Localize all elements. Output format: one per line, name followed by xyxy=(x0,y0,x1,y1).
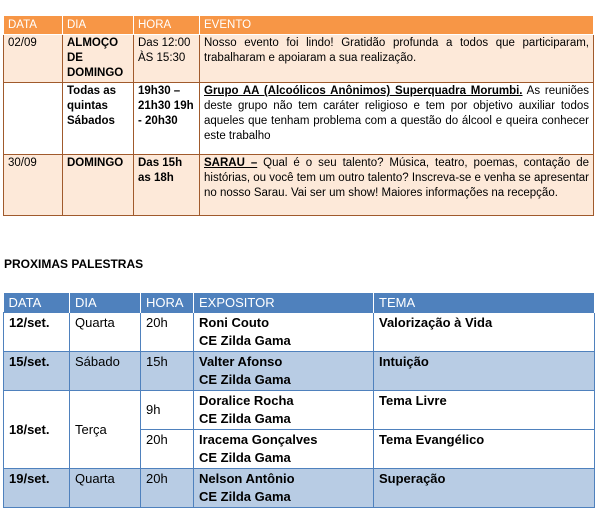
talks-header-tema: TEMA xyxy=(374,293,595,313)
speaker-name: Iracema Gonçalves xyxy=(199,432,318,447)
talk-speaker xyxy=(194,391,374,430)
event-day: DOMINGO xyxy=(63,155,134,216)
event-description xyxy=(200,35,594,83)
talk-row xyxy=(4,352,595,391)
talks-header-data: DATA xyxy=(4,293,70,313)
talk-time: 20h xyxy=(141,469,194,508)
talk-theme: Valorização à Vida xyxy=(374,313,595,352)
events-header-row xyxy=(4,16,594,35)
talk-theme: Superação xyxy=(374,469,595,508)
event-date: 02/09 xyxy=(4,35,63,83)
talks-table xyxy=(3,293,595,508)
talk-time: 20h xyxy=(141,313,194,352)
talk-speaker xyxy=(194,469,374,508)
events-header-hora: HORA xyxy=(134,16,200,35)
upcoming-talks-heading: PROXIMAS PALESTRAS xyxy=(4,257,144,271)
talks-header-dia: DIA xyxy=(70,293,141,313)
talk-speaker xyxy=(194,430,374,469)
talk-row xyxy=(4,469,595,508)
speaker-name: Nelson Antônio xyxy=(199,471,295,486)
talks-header-hora: HORA xyxy=(141,293,194,313)
talk-theme: Tema Evangélico xyxy=(374,430,595,469)
events-header-evento: EVENTO xyxy=(200,16,594,35)
event-time: 19h30 – 21h30 19h - 20h30 xyxy=(134,83,200,155)
event-row xyxy=(4,35,594,83)
speaker-center: CE Zilda Gama xyxy=(199,489,291,504)
talk-date: 19/set. xyxy=(4,469,70,508)
event-text: Nosso evento foi lindo! Gratidão profunda a todos que participaram, trabalharam e apoiaram a sua realização. xyxy=(204,37,589,64)
event-time: Das 12:00 ÀS 15:30 xyxy=(134,35,200,83)
speaker-name: Valter Afonso xyxy=(199,354,283,369)
talk-date: 12/set. xyxy=(4,313,70,352)
talk-speaker xyxy=(194,313,374,352)
speaker-name: Doralice Rocha xyxy=(199,393,294,408)
event-time: Das 15h as 18h xyxy=(134,155,200,216)
event-row xyxy=(4,83,594,155)
talk-theme: Intuição xyxy=(374,352,595,391)
speaker-center: CE Zilda Gama xyxy=(199,372,291,387)
event-description xyxy=(200,155,594,216)
talk-theme: Tema Livre xyxy=(374,391,595,430)
event-day: ALMOÇO DE DOMINGO xyxy=(63,35,134,83)
event-date: 30/09 xyxy=(4,155,63,216)
event-title: Grupo AA (Alcoólicos Anônimos) Superquadra Morumbi. xyxy=(204,85,523,97)
event-text: As reuniões deste grupo não tem caráter religioso e tem por objetivo auxiliar todos aqueles que tenham problema com a questão do álcool e queira conhecer este trabalho xyxy=(204,85,589,142)
speaker-center: CE Zilda Gama xyxy=(199,333,291,348)
speaker-name: Roni Couto xyxy=(199,315,270,330)
event-text: Qual é o seu talento? Música, teatro, poemas, contação de histórias, ou você tem um outro talento? Inscreva-se e venha se apresentar no nosso Sarau. Vai ser um show! Maiores informações na recepção. xyxy=(204,157,590,199)
events-table xyxy=(3,15,594,216)
events-header-dia: DIA xyxy=(63,16,134,35)
talk-time: 20h xyxy=(141,430,194,469)
talk-row xyxy=(4,313,595,352)
event-date xyxy=(4,83,63,155)
talk-day: Terça xyxy=(70,391,141,469)
event-description xyxy=(200,83,594,155)
talk-day: Quarta xyxy=(70,313,141,352)
events-header-data: DATA xyxy=(4,16,63,35)
talk-day: Sábado xyxy=(70,352,141,391)
talk-date: 15/set. xyxy=(4,352,70,391)
talk-time: 9h xyxy=(141,391,194,430)
talk-day: Quarta xyxy=(70,469,141,508)
talks-header-expositor: EXPOSITOR xyxy=(194,293,374,313)
talk-date: 18/set. xyxy=(4,391,70,469)
talk-speaker xyxy=(194,352,374,391)
event-row xyxy=(4,155,594,216)
speaker-center: CE Zilda Gama xyxy=(199,411,291,426)
talk-time: 15h xyxy=(141,352,194,391)
event-day: Todas as quintas Sábados xyxy=(63,83,134,155)
talk-row xyxy=(4,391,595,430)
event-title: SARAU – xyxy=(204,157,258,169)
speaker-center: CE Zilda Gama xyxy=(199,450,291,465)
talks-header-row xyxy=(4,293,595,313)
